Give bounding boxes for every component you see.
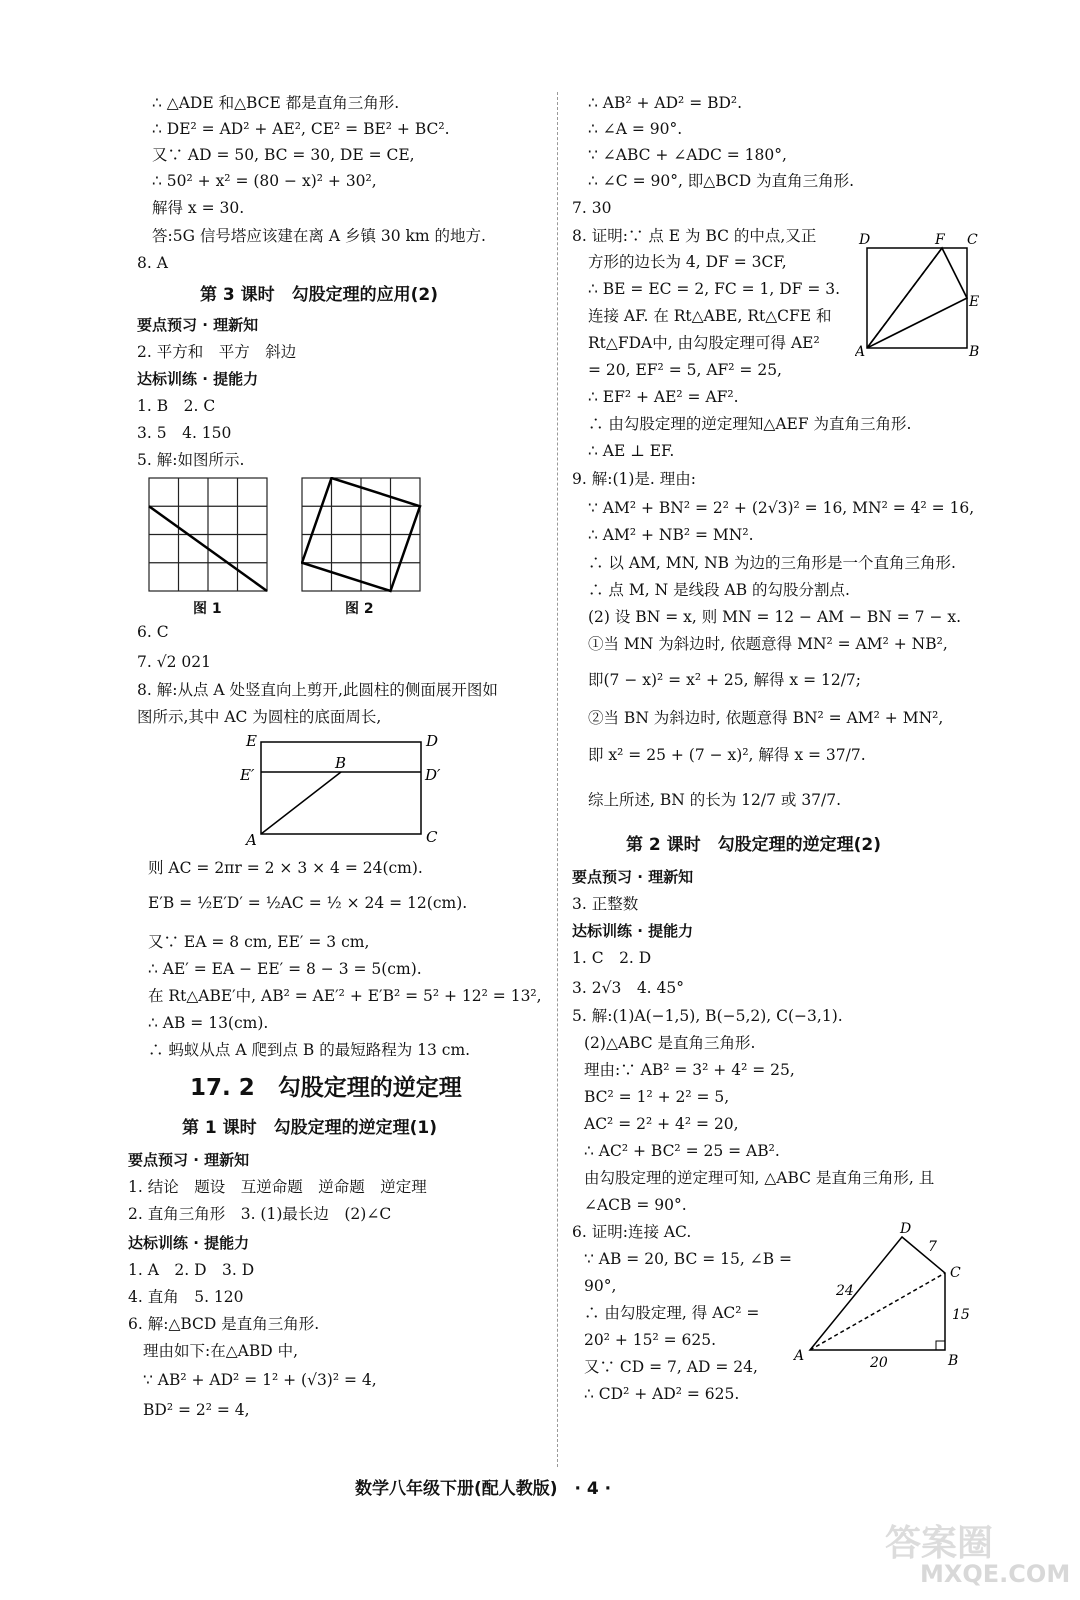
text-line: 即 x² = 25 + (7 − x)², 解得 x = 37/7. (588, 746, 866, 764)
square-diagram (855, 228, 985, 360)
text-line: 又∵ AD = 50, BC = 30, DE = CE, (152, 146, 415, 164)
text-line: ∴ 50² + x² = (80 − x)² + 30², (152, 172, 377, 190)
text-line: 又∵ EA = 8 cm, EE′ = 3 cm, (148, 933, 370, 951)
quad-side-20: 20 (870, 1355, 888, 1371)
text-line: ∠ACB = 90°. (584, 1196, 687, 1214)
text-line: 理由如下:在△ABD 中, (143, 1342, 299, 1360)
square-label-B: B (969, 344, 980, 360)
text-line: ∵ AM² + BN² = 2² + (2√3)² = 16, MN² = 4² = 16, (588, 499, 975, 517)
text-line: BD² = 2² = 4, (143, 1401, 250, 1419)
text-line: 5. 解:(1)A(−1,5), B(−5,2), C(−3,1). (572, 1007, 843, 1025)
section-subheading: 要点预习 · 理新知 (128, 1151, 250, 1169)
rect-label-E-prime: E′ (240, 766, 255, 784)
section-title: 17. 2 勾股定理的逆定理 (190, 1075, 462, 1101)
text-line: 9. 解:(1)是. 理由: (572, 470, 696, 488)
text-line: 由勾股定理的逆定理可知, △ABC 是直角三角形, 且 (584, 1169, 935, 1187)
text-line: (2)△ABC 是直角三角形. (584, 1034, 756, 1052)
text-line: E′B = ½E′D′ = ½AC = ½ × 24 = 12(cm). (148, 894, 468, 912)
section-subheading: 达标训练 · 提能力 (137, 370, 259, 388)
text-line: ∴ DE² = AD² + AE², CE² = BE² + BC². (152, 120, 450, 138)
text-line: 8. 证明:∵ 点 E 为 BC 的中点,又正 (572, 227, 817, 245)
text-line: 1. B 2. C (137, 397, 216, 415)
figure-caption: 图 1 (193, 601, 222, 617)
rect-label-E: E (246, 732, 257, 750)
text-line: ∵ AB = 20, BC = 15, ∠B = (584, 1250, 793, 1268)
text-line: 3. 正整数 (572, 895, 639, 913)
text-line: 即(7 − x)² = x² + 25, 解得 x = 12/7; (588, 671, 862, 689)
square-label-A: A (855, 344, 866, 360)
section-subheading: 要点预习 · 理新知 (137, 316, 259, 334)
text-line: 解得 x = 30. (152, 199, 245, 217)
text-line: ∴ EF² + AE² = AF². (588, 388, 739, 406)
text-line: ∴ AB² + AD² = BD². (588, 94, 743, 112)
text-line: ∵ ∠ABC + ∠ADC = 180°, (588, 146, 787, 164)
text-line: 在 Rt△ABE′中, AB² = AE′² + E′B² = 5² + 12² = 13², (148, 987, 542, 1005)
text-line: ∴ △ADE 和△BCE 都是直角三角形. (152, 94, 400, 112)
text-line: 则 AC = 2πr = 2 × 3 × 4 = 24(cm). (148, 859, 423, 877)
text-line: 7. 30 (572, 199, 612, 217)
section-subheading: 要点预习 · 理新知 (572, 868, 694, 886)
text-line: ∴ ∠A = 90°. (588, 120, 683, 138)
text-line: 1. 结论 题设 互逆命题 逆命题 逆定理 (128, 1178, 427, 1196)
text-line: 8. 解:从点 A 处竖直向上剪开,此圆柱的侧面展开图如 (137, 681, 498, 699)
text-line: 方形的边长为 4, DF = 3CF, (588, 253, 787, 271)
text-line: Rt△FDA中, 由勾股定理可得 AE² (588, 334, 820, 352)
text-line: 理由:∵ AB² = 3² + 4² = 25, (584, 1061, 795, 1079)
text-line: ∴ AM² + NB² = MN². (588, 526, 754, 544)
square-label-F: F (935, 232, 945, 248)
quad-label-A: A (794, 1348, 805, 1364)
text-line: ∴ 以 AM, MN, NB 为边的三角形是一个直角三角形. (588, 554, 956, 572)
figure-caption: 图 2 (345, 601, 374, 617)
rect-label-C: C (426, 828, 438, 846)
text-line: ∴ 由勾股定理的逆定理知△AEF 为直角三角形. (588, 415, 912, 433)
text-line: 3. 2√3 4. 45° (572, 979, 685, 997)
rect-label-D-prime: D′ (425, 766, 441, 784)
quad-side-15: 15 (952, 1307, 970, 1323)
rect-label-A: A (246, 831, 257, 848)
quad-label-B: B (948, 1353, 959, 1369)
text-line: 综上所述, BN 的长为 12/7 或 37/7. (588, 791, 842, 809)
text-line: ∴ AC² + BC² = 25 = AB². (584, 1142, 780, 1160)
rect-label-B: B (335, 754, 347, 772)
text-line: 答:5G 信号塔应该建在离 A 乡镇 30 km 的地方. (152, 227, 486, 245)
square-label-D: D (859, 232, 871, 248)
watermark-logo: 答案圈 (885, 1523, 994, 1564)
text-line: 2. 平方和 平方 斜边 (137, 343, 297, 361)
quad-label-C: C (950, 1265, 961, 1281)
text-line: 3. 5 4. 150 (137, 424, 232, 442)
lesson-title: 第 3 课时 勾股定理的应用(2) (200, 285, 439, 305)
text-line: 20² + 15² = 625. (584, 1331, 717, 1349)
column-divider (557, 92, 558, 1467)
text-line: 1. C 2. D (572, 949, 652, 967)
text-line: ∴ ∠C = 90°, 即△BCD 为直角三角形. (588, 172, 855, 190)
grid-figure-2 (301, 477, 423, 595)
quad-label-D: D (900, 1221, 912, 1237)
text-line: 连接 AF. 在 Rt△ABE, Rt△CFE 和 (588, 307, 832, 325)
text-line: ∴ CD² + AD² = 625. (584, 1385, 740, 1403)
section-subheading: 达标训练 · 提能力 (128, 1234, 250, 1252)
cylinder-net-diagram (240, 730, 450, 848)
watermark-url: MXQE.COM (920, 1560, 1071, 1588)
lesson-title: 第 2 课时 勾股定理的逆定理(2) (626, 835, 882, 855)
text-line: 90°, (584, 1277, 617, 1295)
text-line: ∴ 蚂蚁从点 A 爬到点 B 的最短路程为 13 cm. (148, 1041, 471, 1059)
text-line: ∴ AE ⊥ EF. (588, 442, 675, 460)
text-line: 又∵ CD = 7, AD = 24, (584, 1358, 758, 1376)
quad-side-7: 7 (928, 1239, 937, 1255)
text-line: 6. C (137, 623, 169, 641)
rect-label-D: D (426, 732, 439, 750)
text-line: ②当 BN 为斜边时, 依题意得 BN² = AM² + MN², (588, 709, 944, 727)
quadrilateral-diagram (790, 1215, 975, 1375)
text-line: BC² = 1² + 2² = 5, (584, 1088, 730, 1106)
text-line: 图所示,其中 AC 为圆柱的底面周长, (137, 708, 382, 726)
text-line: ∴ AB = 13(cm). (148, 1014, 269, 1032)
text-line: 5. 解:如图所示. (137, 451, 245, 469)
section-subheading: 达标训练 · 提能力 (572, 922, 694, 940)
text-line: ∴ AE′ = EA − EE′ = 8 − 3 = 5(cm). (148, 960, 422, 978)
text-line: 6. 解:△BCD 是直角三角形. (128, 1315, 320, 1333)
text-line: 7. √2 021 (137, 653, 211, 671)
text-line: (2) 设 BN = x, 则 MN = 12 − AM − BN = 7 − x. (588, 608, 962, 626)
square-label-C: C (967, 232, 978, 248)
text-line: 4. 直角 5. 120 (128, 1288, 244, 1306)
text-line: 6. 证明:连接 AC. (572, 1223, 692, 1241)
lesson-title: 第 1 课时 勾股定理的逆定理(1) (182, 1118, 438, 1138)
grid-figure-1 (148, 477, 270, 595)
text-line: ∵ AB² + AD² = 1² + (√3)² = 4, (143, 1371, 377, 1389)
text-line: = 20, EF² = 5, AF² = 25, (588, 361, 782, 379)
text-line: ①当 MN 为斜边时, 依题意得 MN² = AM² + NB², (588, 635, 948, 653)
triangle-AFE (867, 248, 967, 348)
text-line: ∴ BE = EC = 2, FC = 1, DF = 3. (588, 280, 841, 298)
square-label-E: E (969, 294, 980, 310)
page-footer: 数学八年级下册(配人教版) · 4 · (355, 1479, 612, 1499)
text-line: 8. A (137, 254, 168, 272)
text-line: ∴ 点 M, N 是线段 AB 的勾股分割点. (588, 581, 850, 599)
quad-side-24: 24 (836, 1283, 854, 1299)
text-line: ∴ 由勾股定理, 得 AC² = (584, 1304, 760, 1322)
text-line: 2. 直角三角形 3. (1)最长边 (2)∠C (128, 1205, 392, 1223)
text-line: 1. A 2. D 3. D (128, 1261, 255, 1279)
text-line: AC² = 2² + 4² = 20, (584, 1115, 739, 1133)
